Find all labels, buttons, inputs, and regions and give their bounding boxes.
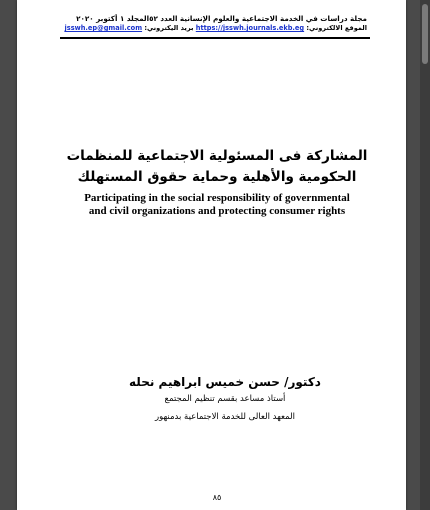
scrollbar-thumb[interactable] (422, 4, 428, 64)
author-name: دكتور/ حسن خميس ابراهيم نحله (129, 375, 321, 389)
arabic-title: المشاركة فى المسئولية الاجتماعية للمنظمات الحكومية والأهلية وحماية حقوق المستهلك (66, 148, 368, 185)
journal-info: مجلة دراسات في الخدمة الاجتماعية والعلوم الإنسانية العدد ٥٢المجلد ١ أكتوبر ٢٠٢٠ (76, 14, 367, 23)
author-block (105, 373, 345, 424)
journal-contact-line (62, 24, 367, 33)
header-divider (60, 37, 370, 39)
website-label: الموقع الالكتروني: (306, 24, 367, 32)
page-number: ٨٥ (212, 493, 222, 502)
vertical-scrollbar[interactable] (420, 0, 430, 510)
journal-header (62, 14, 367, 33)
email-label: بريد اليكتروني: (144, 24, 194, 32)
author-position: أستاذ مساعد بقسم تنظيم المجتمع (164, 394, 286, 404)
email-link[interactable]: jsswh.ep@gmail.com (64, 24, 143, 32)
english-title: Participating in the social responsibility of governmental and civil organizations and protecting consumer rights (84, 192, 350, 217)
author-institution: المعهد العالى للخدمة الاجتماعية بدمنهور (154, 412, 296, 422)
document-page (17, 0, 406, 510)
website-link[interactable]: https://jsswh.journals.ekb.eg (195, 24, 305, 32)
